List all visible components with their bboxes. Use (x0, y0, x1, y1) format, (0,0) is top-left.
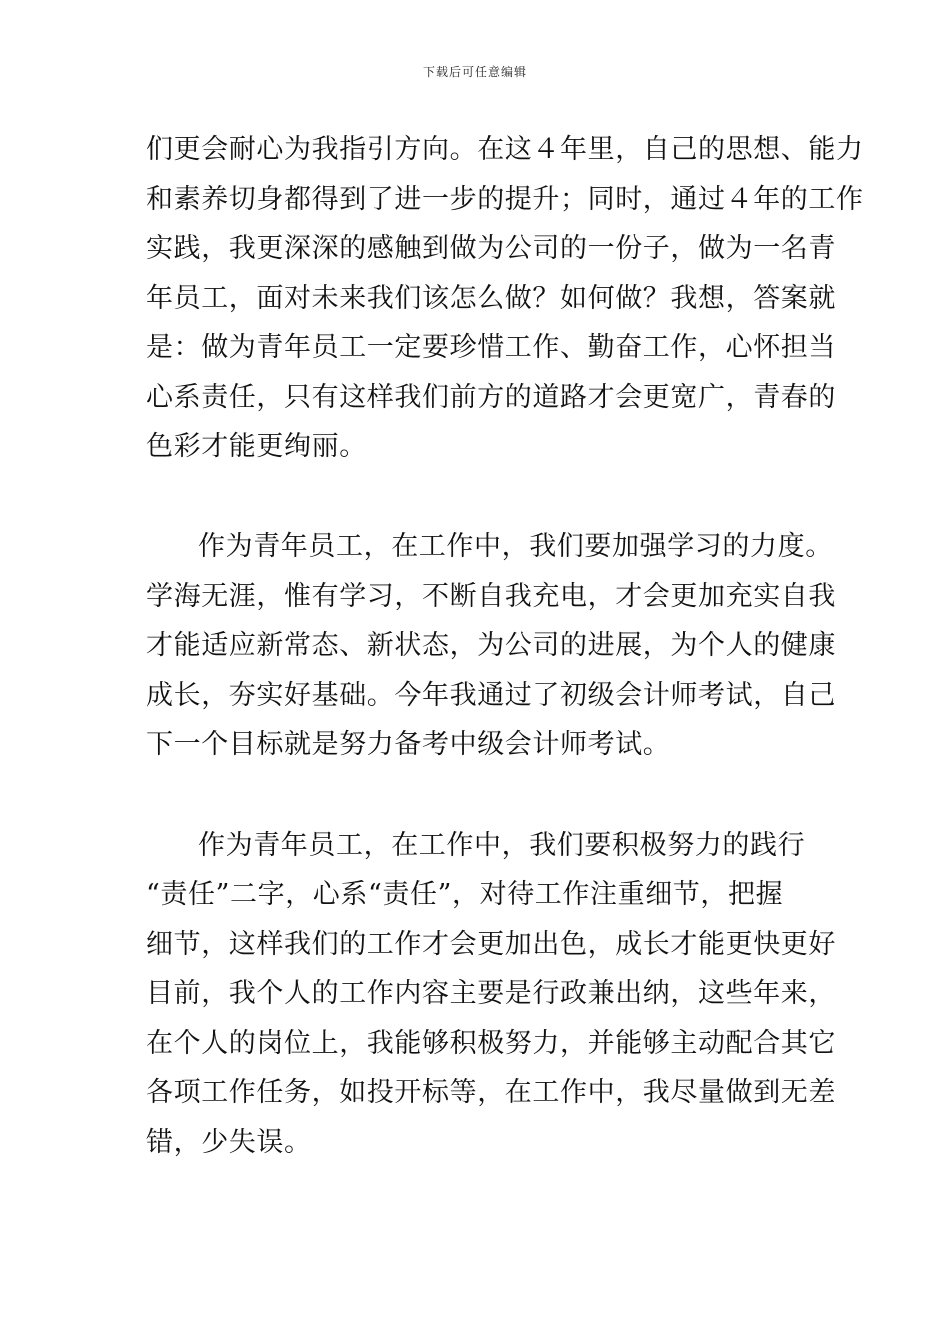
paragraph-line: “责任”二字，心系“责任”，对待工作注重细节，把握 (146, 879, 784, 910)
paragraph-line: 色彩才能更绚丽。 (146, 431, 367, 462)
paragraph-line: 下一个目标就是努力备考中级会计师考试。 (146, 729, 671, 760)
paragraph-line: 学海无涯，惟有学习，不断自我充电，才会更加充实自我 (146, 581, 836, 612)
paragraph-line: 们更会耐心为我指引方向。在这４年里，自己的思想、能力 (146, 134, 864, 165)
paragraph-line: 作为青年员工，在工作中，我们要加强学习的力度。 (198, 531, 833, 562)
paragraph-line: 细节，这样我们的工作才会更加出色，成长才能更快更好 (146, 929, 836, 960)
paragraph-line: 各项工作任务，如投开标等，在工作中，我尽量做到无差 (146, 1077, 836, 1108)
paragraph-line: 才能适应新常态、新状态，为公司的进展，为个人的健康 (146, 630, 836, 661)
paragraph-line: 实践，我更深深的感触到做为公司的一份子，做为一名青 (146, 233, 836, 264)
paragraph-line: 目前，我个人的工作内容主要是行政兼出纳，这些年来， (146, 978, 836, 1009)
paragraph-line: 心系责任，只有这样我们前方的道路才会更宽广，青春的 (146, 382, 836, 413)
paragraph-line: 是：做为青年员工一定要珍惜工作、勤奋工作，心怀担当 (146, 332, 836, 363)
paragraph-line: 和素养切身都得到了进一步的提升；同时，通过４年的工作 (146, 184, 864, 215)
page-header-note: 下载后可任意编辑 (422, 65, 527, 79)
paragraph-line: 作为青年员工，在工作中，我们要积极努力的践行 (198, 830, 806, 861)
paragraph-line: 错，少失误。 (146, 1127, 312, 1158)
paragraph-line: 年员工，面对未来我们该怎么做？如何做？我想，答案就 (146, 283, 836, 314)
paragraph-line: 成长，夯实好基础。今年我通过了初级会计师考试，自己 (146, 680, 836, 711)
paragraph-line: 在个人的岗位上，我能够积极努力，并能够主动配合其它 (146, 1028, 836, 1059)
